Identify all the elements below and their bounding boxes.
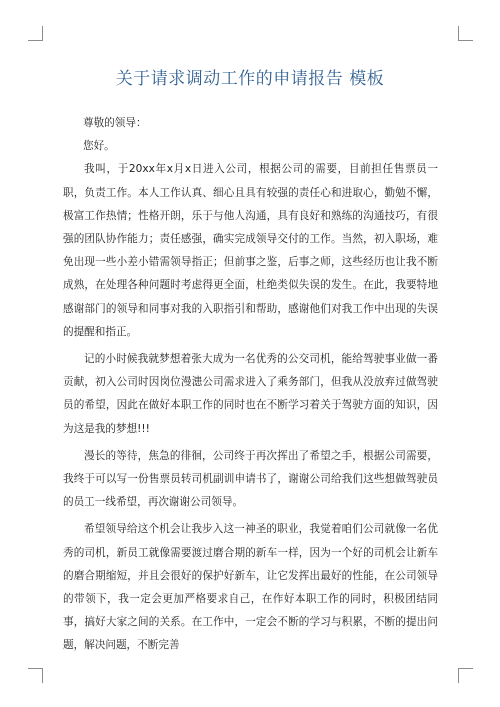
crop-mark-top-right (458, 26, 473, 41)
paragraph-2: 记的小时候我就梦想着张大成为一名优秀的公交司机，能给驾驶事业做一番贡献，初入公司时因岗位漫漶公司需求进入了乘务部门，但我从没放弃过做驾驶员的希望，因此在做好本职工作的同时也在不断学习着关于驾驶方面的知识，因为这是我的梦想!!! (63, 353, 438, 435)
paragraph-3: 漫长的等待，焦急的徘徊，公司终于再次挥出了希望之手，根据公司需要，我终于可以写一份售票员转司机副训申请书了，谢谢公司给我们这些想做驾驶员的员工一线希望，再次谢谢公司领导。 (63, 449, 438, 509)
paragraph-4: 希望领导给这个机会让我步入这一神圣的职业，我觉着咱们公司就像一名优秀的司机，新员工就像需要渡过磨合期的新车一样，因为一个好的司机会让新车的磨合期缩短，并且会很好的保护好新车，让它发挥出最好的性能，在公司领导的带领下，我一定会更加严格要求自己，在作好本职工作的同时，积极团结同事，搞好大家之间的关系。在工作中，一定会不断的学习与积累，不断的提出问题，解决问题，不断完善 (63, 523, 438, 652)
document-title: 关于请求调动工作的申请报告 模板 (115, 69, 385, 89)
paragraph-1: 我叫，于20xx年x月x日进入公司，根据公司的需要，目前担任售票员一职，负责工作。本人工作认真、细心且具有较强的责任心和进取心，勤勉不懈，极富工作热情；性格开朗，乐于与他人沟通，具有良好和熟练的沟通技巧，有很强的团队协作能力；责任感强，确实完成领导交付的工作。当然，初入职场，难免出现一些小差小错需领导指正；但前事之鉴，后事之师，这些经历也让我不断成熟，在处理各种问题时考虑得更全面，杜绝类似失误的发生。在此，我要特地感谢部门的领导和同事对我的入职指引和帮助，感谢他们对我工作中出现的失误的提醒和指正。 (63, 163, 438, 338)
greeting: 您好。 (83, 140, 115, 153)
document-body (63, 112, 438, 658)
salutation: 尊敬的领导： (83, 117, 147, 129)
crop-mark-bottom-left (28, 668, 43, 683)
crop-mark-top-left (28, 26, 43, 41)
crop-mark-bottom-right (458, 668, 473, 683)
